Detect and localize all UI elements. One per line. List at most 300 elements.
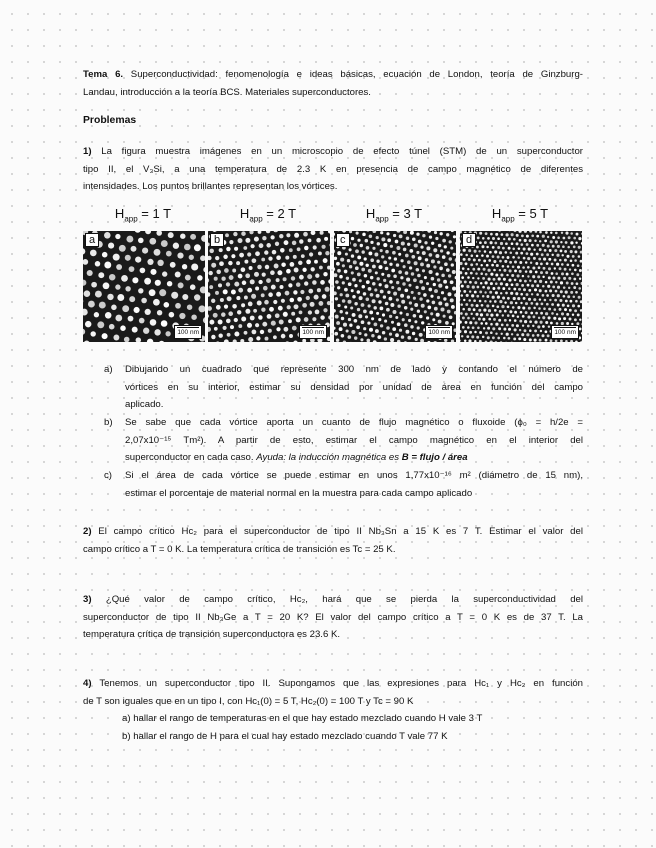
vortex-dot — [469, 290, 471, 292]
vortex-dot — [502, 247, 505, 250]
vortex-dot — [465, 272, 468, 275]
vortex-dot — [519, 231, 522, 233]
item-label: a) — [104, 364, 113, 375]
vortex-dot — [534, 339, 537, 342]
vortex-dot — [348, 300, 352, 304]
vortex-dot — [288, 283, 292, 287]
vortex-dot — [198, 305, 205, 312]
vortex-dot — [407, 336, 411, 340]
vortex-dot — [507, 265, 510, 268]
vortex-dot — [410, 231, 414, 235]
vortex-dot — [490, 340, 493, 342]
vortex-dot — [150, 319, 157, 326]
vortex-dot — [301, 254, 305, 258]
vortex-dot — [512, 306, 515, 309]
vortex-dot — [390, 338, 394, 342]
vortex-dot — [273, 300, 277, 304]
vortex-dot — [465, 303, 468, 306]
vortex-dot — [102, 333, 108, 339]
vortex-dot — [502, 296, 505, 299]
vortex-dot — [287, 305, 291, 309]
problem-2-line-2: campo crítico a T = 0 K. La temperatura crítica de transición es Tc = 25 K. — [83, 543, 396, 555]
vortex-dot — [334, 327, 336, 330]
vortex-dot — [388, 256, 391, 259]
vortex-dot — [465, 262, 468, 265]
vortex-dot — [357, 273, 361, 277]
vortex-dot — [311, 231, 316, 235]
vortex-dot — [452, 287, 456, 291]
vortex-dot — [451, 339, 454, 342]
vortex-dot — [470, 272, 473, 275]
problem-1-text: La figura muestra imágenes en un microscopio de efecto túnel (STM) de un superconductor — [91, 146, 583, 157]
vortex-dot — [365, 315, 368, 318]
vortex-dot — [385, 267, 389, 271]
vortex-dot — [257, 265, 262, 270]
vortex-dot — [500, 341, 503, 342]
vortex-dot — [545, 312, 548, 315]
vortex-dot — [566, 263, 569, 266]
vortex-dot — [268, 329, 272, 333]
vortex-dot — [362, 250, 365, 253]
vortex-dot — [262, 273, 266, 277]
vortex-dot — [293, 290, 297, 294]
vortex-dot — [161, 320, 168, 327]
vortex-dot — [248, 302, 253, 307]
vortex-dot — [581, 292, 582, 295]
vortex-dot — [165, 331, 170, 336]
vortex-dot — [444, 245, 447, 248]
problem-1-item-c — [104, 467, 584, 503]
vortex-dot — [314, 295, 319, 300]
vortex-dot — [452, 270, 456, 274]
vortex-dot — [493, 278, 496, 281]
vortex-dot — [122, 305, 129, 312]
vortex-dot — [547, 236, 549, 238]
vortex-dot — [406, 278, 410, 282]
vortex-dot — [473, 299, 476, 302]
vortex-dot — [208, 292, 210, 296]
vortex-dot — [581, 332, 582, 335]
vortex-dot — [533, 257, 536, 260]
vortex-dot — [254, 237, 259, 242]
vortex-dot — [390, 303, 394, 307]
vortex-dot — [440, 232, 443, 235]
vortex-dot — [528, 307, 531, 310]
vortex-dot — [460, 339, 461, 341]
vortex-dot — [498, 327, 501, 330]
vortex-dot — [570, 232, 573, 235]
vortex-dot — [336, 338, 339, 341]
vortex-dot — [419, 280, 423, 284]
vortex-dot — [554, 267, 556, 269]
vortex-dot — [503, 337, 506, 340]
vortex-dot — [578, 296, 581, 299]
vortex-dot — [561, 312, 564, 315]
vortex-dot — [380, 249, 383, 252]
vortex-dot — [506, 324, 509, 327]
vortex-dot — [563, 317, 566, 320]
vortex-dot — [551, 312, 554, 315]
vortex-dot — [496, 314, 499, 317]
vortex-dot — [504, 310, 507, 313]
vortex-dot — [266, 231, 271, 233]
vortex-dot — [470, 313, 472, 315]
vortex-dot — [337, 269, 341, 273]
vortex-dot — [550, 339, 553, 342]
vortex-dot — [475, 272, 478, 275]
vortex-dot — [230, 325, 234, 329]
vortex-dot — [431, 242, 434, 245]
vortex-dot — [430, 312, 433, 315]
vortex-dot — [518, 247, 521, 250]
vortex-dot — [544, 249, 547, 252]
vortex-dot — [334, 232, 335, 236]
vortex-dot — [563, 286, 566, 289]
vortex-dot — [355, 266, 359, 270]
vortex-dot — [268, 256, 272, 260]
vortex-dot — [83, 280, 86, 286]
vortex-dot — [501, 324, 504, 327]
vortex-dot — [243, 246, 247, 250]
vortex-dot — [474, 281, 477, 284]
vortex-dot — [489, 251, 492, 254]
vortex-dot — [421, 304, 425, 308]
item-a-line-3: aplicado. — [125, 399, 164, 410]
vortex-dot — [525, 311, 528, 314]
vortex-dot — [427, 341, 430, 342]
vortex-dot — [412, 332, 415, 335]
vortex-dot — [469, 321, 472, 324]
vortex-dot — [470, 263, 473, 266]
vortex-dot — [572, 304, 575, 307]
vortex-dot — [581, 282, 582, 285]
item-b-line-1: Se sabe que cada vórtice aporta un cuanto de flujo magnético o fluxoide (ϕ₀ = h/2e = — [125, 417, 583, 428]
vortex-dot — [203, 317, 205, 323]
vortex-dot — [367, 321, 370, 324]
vortex-dot — [251, 294, 256, 299]
vortex-dot — [316, 238, 321, 243]
vortex-dot — [480, 264, 482, 266]
vortex-dot — [357, 255, 361, 259]
vortex-dot — [549, 249, 552, 252]
vortex-dot — [277, 270, 282, 275]
vortex-dot — [529, 239, 532, 242]
vortex-dot — [383, 295, 386, 298]
vortex-dot — [523, 247, 526, 250]
vortex-dot — [451, 231, 454, 232]
vortex-dot — [380, 307, 384, 311]
vortex-dot — [238, 288, 243, 293]
vortex-dot — [561, 232, 563, 234]
vortex-dot — [533, 248, 535, 250]
problem-3 — [83, 591, 583, 644]
vortex-dot — [488, 318, 491, 321]
vortex-dot — [529, 231, 532, 233]
vortex-dot — [526, 333, 529, 336]
vortex-dot — [412, 238, 416, 242]
vortex-dot — [369, 234, 373, 238]
vortex-dot — [444, 262, 448, 266]
vortex-dot — [374, 288, 377, 291]
vortex-dot — [212, 231, 217, 232]
vortex-dot — [284, 327, 289, 332]
vortex-dot — [119, 245, 126, 252]
vortex-dot — [83, 259, 88, 265]
vortex-dot — [401, 241, 405, 245]
vortex-dot — [533, 307, 536, 310]
vortex-dot — [538, 266, 541, 269]
vortex-dot — [104, 232, 111, 239]
vortex-dot — [349, 324, 352, 327]
vortex-dot — [494, 309, 497, 312]
vortex-dot — [370, 293, 374, 297]
vortex-dot — [403, 265, 406, 268]
vortex-dot — [544, 240, 547, 243]
vortex-dot — [167, 281, 172, 286]
vortex-dot — [482, 237, 485, 240]
vortex-dot — [265, 337, 269, 341]
vortex-dot — [180, 233, 185, 238]
vortex-dot — [261, 293, 265, 297]
vortex-dot — [574, 269, 577, 272]
vortex-dot — [113, 335, 119, 341]
vortex-dot — [221, 312, 226, 317]
vortex-dot — [535, 271, 538, 274]
vortex-dot — [91, 282, 97, 288]
vortex-dot — [387, 274, 391, 278]
vortex-dot — [115, 315, 122, 322]
vortex-dot — [575, 241, 577, 243]
vortex-dot — [136, 337, 141, 342]
vortex-dot — [318, 301, 323, 306]
vortex-dot — [548, 316, 551, 319]
vortex-dot — [495, 332, 497, 334]
vortex-dot — [356, 325, 360, 329]
vortex-dot — [408, 319, 411, 322]
vortex-dot — [520, 252, 523, 255]
vortex-dot — [573, 296, 576, 299]
vortex-dot — [244, 260, 248, 264]
item-c-line-1: Si el área de cada vórtice se puede estimar en unos 1,77x10⁻¹⁶ m² (diámetro de 15 nm), — [125, 470, 583, 481]
vortex-dot — [248, 337, 253, 342]
vortex-dot — [334, 285, 335, 289]
vortex-dot — [353, 243, 357, 247]
vortex-dot — [297, 297, 302, 302]
vortex-dot — [260, 330, 264, 334]
vortex-dot — [549, 289, 552, 292]
vortex-dot — [517, 256, 520, 259]
vortex-dot — [481, 304, 484, 307]
vortex-dot — [539, 289, 542, 292]
vortex-dot — [478, 318, 481, 321]
vortex-dot — [497, 287, 500, 290]
vortex-dot — [433, 265, 436, 268]
topic-label: Tema 6. — [83, 69, 124, 80]
vortex-dot — [241, 267, 246, 272]
vortex-dot — [175, 272, 181, 278]
vortex-dot — [320, 315, 324, 319]
vortex-dot — [493, 269, 496, 272]
vortex-dot — [344, 288, 348, 292]
vortex-dot — [554, 249, 557, 252]
vortex-dot — [527, 266, 530, 269]
vortex-dot — [320, 280, 325, 285]
vortex-dot — [551, 303, 554, 306]
vortex-dot — [565, 300, 568, 303]
vortex-dot — [227, 333, 231, 337]
vortex-dot — [266, 278, 271, 283]
vortex-dot — [285, 291, 290, 296]
vortex-dot — [505, 292, 508, 295]
vortex-dot — [406, 237, 410, 241]
vortex-dot — [555, 290, 558, 293]
vortex-dot — [306, 296, 310, 300]
vortex-dot — [398, 270, 402, 274]
problem-2-line-1: 2) El campo crítico Hc₂ para el superconductor de tipo II Nb₃Sn a 15 K es 7 T. Estimar el valor del — [83, 526, 583, 537]
vortex-dot — [337, 286, 340, 289]
vortex-dot — [411, 255, 415, 259]
vortex-dot — [357, 290, 361, 294]
vortex-dot — [95, 291, 102, 298]
vortex-dot — [552, 245, 555, 248]
vortex-dot — [425, 258, 428, 261]
vortex-dot — [529, 338, 532, 341]
problem-1 — [83, 143, 583, 196]
vortex-dot — [226, 282, 230, 286]
vortex-dot — [241, 231, 246, 236]
vortex-dot — [522, 266, 525, 269]
vortex-dot — [511, 283, 514, 286]
vortex-dot — [460, 280, 462, 283]
vortex-dot — [544, 299, 547, 302]
vortex-dot — [574, 309, 577, 312]
vortex-dot — [357, 239, 360, 242]
vortex-dot — [499, 269, 501, 271]
vortex-dot — [564, 259, 567, 262]
vortex-dot — [420, 339, 424, 342]
vortex-dot — [528, 248, 531, 251]
vortex-dot — [290, 298, 295, 303]
vortex-dot — [571, 272, 574, 275]
vortex-dot — [396, 246, 400, 250]
vortex-dot — [342, 299, 346, 303]
vortex-dot — [177, 253, 183, 259]
vortex-dot — [234, 282, 239, 287]
vortex-dot — [294, 304, 299, 309]
vortex-dot — [427, 231, 431, 233]
vortex-dot — [471, 254, 474, 257]
vortex-dot — [292, 241, 297, 246]
vortex-dot — [334, 257, 337, 260]
vortex-dot — [406, 313, 409, 316]
vortex-dot — [245, 309, 250, 314]
vortex-dot — [363, 310, 367, 314]
vortex-dot — [157, 260, 163, 266]
vortex-dot — [554, 308, 557, 311]
vortex-dot — [232, 304, 237, 309]
vortex-dot — [201, 235, 205, 242]
vortex-dot — [492, 296, 495, 299]
vortex-dot — [422, 234, 425, 237]
vortex-dot — [557, 277, 560, 280]
vortex-dot — [405, 330, 409, 334]
vortex-dot — [415, 286, 418, 289]
topic-text: Superconductividad: fenomenología e ideas básicas, ecuación de London, teoría de Ginzburg- — [123, 69, 583, 80]
vortex-dot — [340, 293, 343, 296]
vortex-dot — [555, 340, 558, 342]
vortex-dot — [492, 305, 495, 308]
vortex-dot — [516, 234, 519, 237]
vortex-dot — [380, 290, 384, 294]
vortex-dot — [536, 235, 539, 238]
vortex-dot — [519, 320, 522, 323]
vortex-dot — [485, 281, 488, 284]
vortex-dot — [526, 235, 529, 238]
problem-1-item-b — [104, 414, 584, 467]
vortex-dot — [477, 268, 480, 271]
vortex-dot — [381, 237, 385, 241]
vortex-dot — [460, 262, 463, 265]
vortex-dot — [506, 233, 509, 236]
vortex-dot — [216, 270, 221, 275]
vortex-dot — [376, 236, 379, 239]
vortex-dot — [466, 285, 469, 288]
problem-1-line-2: tipo II, el V₃Si, a una temperatura de 2.3 K en presencia de campo magnético de diferentes — [83, 163, 583, 175]
vortex-dot — [395, 240, 399, 244]
vortex-dot — [138, 238, 144, 244]
vortex-dot — [572, 313, 574, 315]
vortex-dot — [548, 325, 550, 327]
vortex-dot — [527, 316, 530, 319]
vortex-dot — [223, 289, 228, 294]
vortex-dot — [532, 275, 535, 278]
vortex-dot — [120, 325, 126, 331]
vortex-dot — [532, 325, 534, 327]
vortex-dot — [560, 340, 563, 342]
vortex-dot — [472, 326, 475, 329]
vortex-dot — [495, 274, 498, 277]
vortex-dot — [477, 286, 480, 289]
vortex-dot — [370, 276, 373, 279]
vortex-dot — [296, 282, 301, 287]
vortex-dot — [490, 331, 493, 334]
vortex-dot — [519, 270, 522, 273]
vortex-dot — [378, 318, 381, 321]
vortex-dot — [518, 288, 521, 291]
vortex-dot — [449, 240, 452, 243]
vortex-dot — [421, 321, 424, 324]
vortex-dot — [315, 310, 320, 315]
vortex-dot — [376, 294, 380, 298]
vortex-dot — [381, 255, 384, 258]
vortex-dot — [485, 232, 488, 235]
vortex-dot — [554, 259, 557, 262]
vortex-dot — [312, 317, 316, 321]
vortex-dot — [542, 325, 545, 328]
vortex-dot — [516, 283, 519, 286]
problem-1-item-a — [104, 361, 584, 414]
vortex-dot — [515, 302, 518, 305]
vortex-dot — [526, 243, 529, 246]
vortex-dot — [396, 231, 400, 233]
vortex-dot — [546, 303, 549, 306]
vortex-dot — [109, 274, 116, 281]
vortex-dot — [504, 301, 506, 303]
vortex-dot — [555, 232, 558, 235]
vortex-dot — [335, 297, 338, 300]
vortex-dot — [477, 277, 479, 279]
vortex-dot — [521, 333, 524, 336]
